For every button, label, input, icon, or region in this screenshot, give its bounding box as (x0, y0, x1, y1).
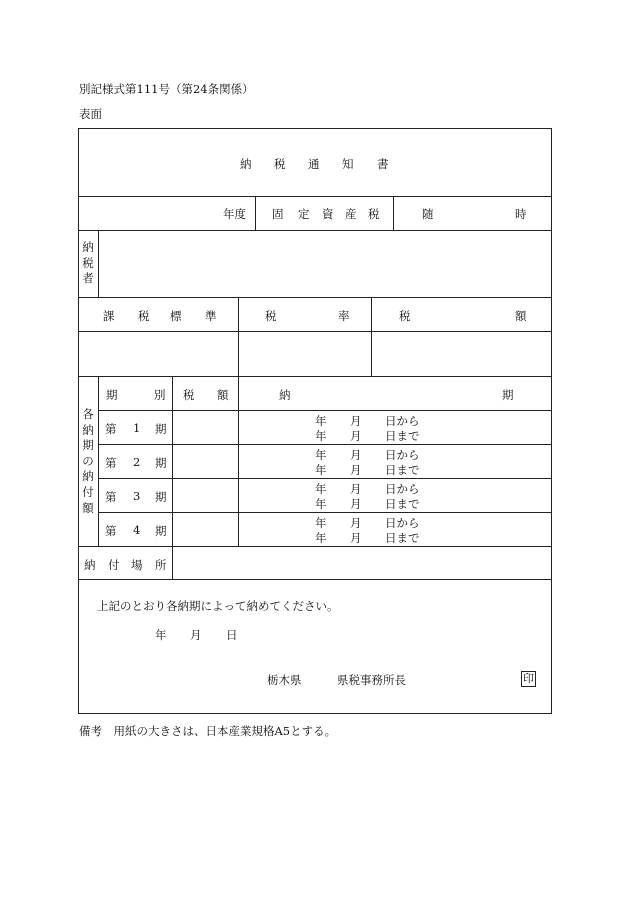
seal-mark: 印 (523, 672, 534, 685)
tax-base-value[interactable] (79, 332, 237, 375)
taxpayer-field[interactable] (99, 231, 551, 296)
form-reference: 別記様式第111号（第24条関係） (79, 82, 254, 96)
tax-rate-value[interactable] (239, 332, 370, 375)
side-label: 表面 (79, 107, 102, 121)
installment-amount-4[interactable] (173, 513, 237, 545)
issuer-office: 県税事務所長 (337, 673, 406, 687)
installments-label: 各納期の納付額 (82, 407, 94, 515)
fiscal-year-label: 年度 (223, 207, 246, 221)
installment-amount-3[interactable] (173, 479, 237, 511)
footer-note: 備考 用紙の大きさは、日本産業規格A5とする。 (79, 724, 337, 738)
taxpayer-label: 納税者 (82, 240, 94, 286)
installment-amount-1[interactable] (173, 411, 237, 443)
tax-amount-value[interactable] (372, 332, 551, 375)
payment-instruction: 上記のとおり各納期によって納めてください。 (97, 599, 339, 613)
installment-amount-2[interactable] (173, 445, 237, 477)
payment-place-field[interactable] (173, 547, 551, 578)
issuer-prefecture: 栃木県 (267, 673, 302, 687)
